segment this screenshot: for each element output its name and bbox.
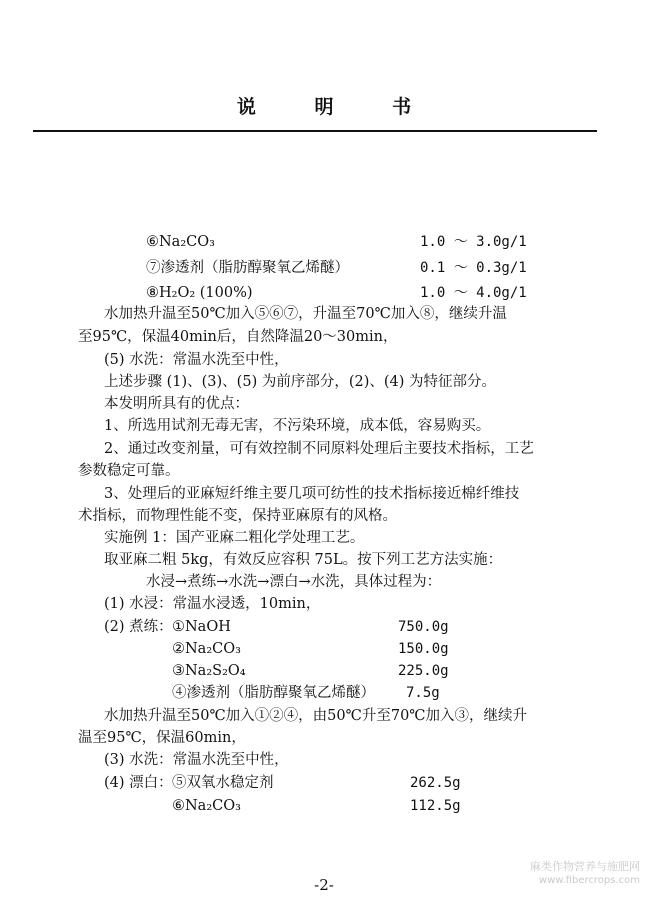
page-number: -2- <box>314 876 334 894</box>
title-divider <box>33 130 597 132</box>
formula-b-item-label: ④渗透剂（脂肪醇聚氧乙烯醚） <box>172 685 375 701</box>
step-prefix: (4) 漂白： <box>104 775 173 791</box>
formula-a-item-value: 0.1 ～ 0.3g/1 <box>420 260 527 276</box>
formula-b-item-label: ①NaOH <box>172 619 231 635</box>
paragraph-line: 3、处理后的亚麻短纤维主要几项可纺性的技术指标接近棉纤维技 <box>104 486 520 502</box>
page-title: 说 明 书 <box>236 96 438 118</box>
formula-b-item-value: 750.0g <box>398 619 449 635</box>
formula-a-item-value: 1.0 ～ 3.0g/1 <box>420 234 527 250</box>
formula-c-item-value: 112.5g <box>410 798 461 814</box>
formula-a-item-label: ⑥Na₂CO₃ <box>146 234 215 250</box>
formula-b-item-value: 225.0g <box>398 663 449 679</box>
paragraph-line: (1) 水浸：常温水浸透，10min， <box>104 596 321 612</box>
paragraph-line: 术指标，而物理性能不变，保持亚麻原有的风格。 <box>78 508 397 524</box>
formula-a-item-label: ⑦渗透剂（脂肪醇聚氧乙烯醚） <box>146 260 349 276</box>
paragraph-line: (5) 水洗：常温水洗至中性， <box>104 352 289 368</box>
paragraph-line: (3) 水洗：常温水洗至中性， <box>104 752 289 768</box>
formula-a-item-label: ⑧H₂O₂ (100%) <box>146 285 253 301</box>
paragraph-line: 上述步骤 (1)、(3)、(5) 为前序部分，(2)、(4) 为特征部分。 <box>104 374 497 390</box>
paragraph-line: 水加热升温至50℃加入①②④，由50℃升至70℃加入③，继续升 <box>104 708 528 724</box>
paragraph-line: 水加热升温至50℃加入⑤⑥⑦，升温至70℃加入⑧，继续升温 <box>104 306 507 322</box>
step-prefix: (2) 煮练： <box>104 619 173 635</box>
paragraph-line: 本发明所具有的优点： <box>104 396 249 412</box>
paragraph-line: 1、所选用试剂无毒无害，不污染环境，成本低，容易购买。 <box>104 418 491 434</box>
formula-c-item-label: ⑤双氧水稳定剂 <box>172 775 274 791</box>
paragraph-line: 2、通过改变剂量，可有效控制不同原料处理后主要技术指标，工艺 <box>104 441 534 457</box>
paragraph-line: 取亚麻二粗 5kg，有效反应容积 75L。按下列工艺方法实施： <box>104 552 503 568</box>
formula-b-item-value: 7.5g <box>406 685 440 701</box>
paragraph-line: 至95℃，保温40min后，自然降温20～30min， <box>78 329 398 345</box>
watermark-url: www.fibercrops.com <box>538 875 640 886</box>
watermark-title: 麻类作物营养与施肥网 <box>530 860 640 873</box>
formula-c-item-label: ⑥Na₂CO₃ <box>172 798 241 814</box>
site-watermark <box>530 860 640 888</box>
paragraph-line: 温至95℃，保温60min， <box>78 730 246 746</box>
paragraph-line: 参数稳定可靠。 <box>78 463 180 479</box>
paragraph-line: 实施例 1：国产亚麻二粗化学处理工艺。 <box>104 530 365 546</box>
formula-b-item-label: ②Na₂CO₃ <box>172 641 241 657</box>
process-flow-line: 水浸→煮练→水洗→漂白→水洗，具体过程为： <box>146 574 442 590</box>
formula-a-item-value: 1.0 ～ 4.0g/1 <box>420 285 527 301</box>
formula-c-item-value: 262.5g <box>410 775 461 791</box>
formula-b-item-label: ③Na₂S₂O₄ <box>172 663 246 679</box>
formula-b-item-value: 150.0g <box>398 641 449 657</box>
